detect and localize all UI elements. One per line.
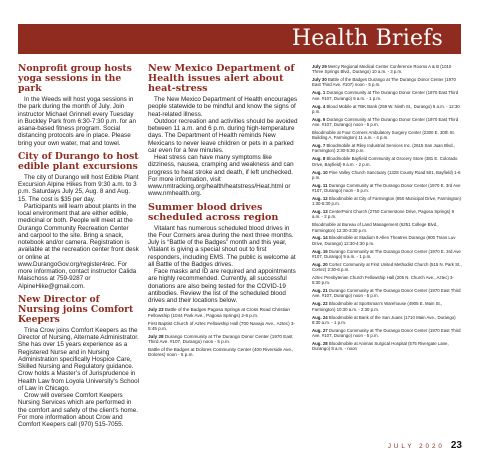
list-item: Battle of the Badges at Dolores Community Center (400 Riverside Ave., Dolores) noon - 5 p.m. bbox=[148, 347, 294, 358]
list-item: Bloodmobile at Bureau of Land Management (6251 College Blvd., Farmington) 12:30-3:30 p.m. bbox=[312, 222, 439, 233]
list-item: Aug. 4 Blood Mobile at TBK Bank (259 W. Ninth St., Durango) 8 a.m. - 12:30 p.m. bbox=[312, 103, 460, 114]
article-body: Vitalant has numerous scheduled blood drives in the Four Corners area during the next three months. July is “Battle of the Badges” month and this year, Vitalant is giving a special shout out to first responders, including EMS. The public is welcome at all Battle of the Badges drives. bbox=[148, 224, 296, 268]
list-item: Aug. 6 Durango Community at The Durango Donor Center (1970 East Third Ave. #107, Durango) noon - 5 p.m. bbox=[312, 116, 459, 127]
list-item: Aug. 27 Durango Community at The Durango Donor Center (1970 East Third Ave. #107, Durango) noon - 5 p.m. bbox=[312, 327, 461, 338]
list-item: Aug. 14 Bloodmobile at Stadium 9 Allen Theatres Durango (900 Trans Luv Drive, Durango) 12:30-4:30 p.m. bbox=[312, 235, 456, 246]
list-item: Aug. 8 Bloodmobile Bayfield Community at Grocery Store (381 E. Colorado Drive, Bayfield) 9 a.m. - 2 p.m. bbox=[312, 156, 458, 167]
list-item: Aug. 24 Bloodmobile at Bank of the San Juans (1710 Main Ave., Durango) 8:30 a.m. - 1 p.m. bbox=[312, 314, 456, 325]
list-item: Aug. 22 Bloodmobile at Sportsman’s Warehouse (4905 E. Main St., Farmington) 10:30 a.m. - 2:30 p.m. bbox=[312, 301, 443, 312]
article-body: Face masks and ID are required and appointments are highly recommended. Currently, all successful donations are also being tested for the COVID-19 antibodies. Review the list of the scheduled blood drives and their locations below. bbox=[148, 268, 296, 304]
article-title: New Director of Nursing joins Comfort Keepers bbox=[18, 293, 134, 325]
article-body: Outdoor recreation and activities should be avoided between 11 a.m. and 6 p.m. during high-temperature days. The Department of Health reminds New Mexicans to never leave children or pets in a parked car even for a few minutes. bbox=[148, 117, 298, 154]
article-title: New Mexico Department of Health issues alert about heat-stress bbox=[148, 63, 295, 94]
article-body: Crow will oversee Comfort Keepers Nursing Services which are performed in the comfort and safety of the client’s home. For more information about Crow and Comfort Keepers call (970) 515-7055. bbox=[18, 392, 138, 428]
list-item: July 29 Mercy Regional Medical Center Conference Rooms A & B (1010 Three Springs Blvd., Durango) 10 a.m. - 3 p.m. bbox=[312, 64, 452, 75]
article-body: In the Weeds will host yoga sessions in the park during the month of July. Join instructor Michael Grinnell every Tuesday in Buckley Park from 6:30-7:30 p.m. for an asana-based fitness program. Social distancing protocols are in place. Please bring your own water, mat and towel. bbox=[18, 96, 136, 147]
blood-drive-list-mid bbox=[148, 307, 298, 357]
list-item: Aug. 11 Durango Community at The Durango Donor Center (1970 E. 3rd Ave #107, Durango) noon - 5 p.m. bbox=[312, 182, 461, 193]
issue-label: JULY 2020 bbox=[387, 443, 445, 450]
blood-drive-list-right bbox=[312, 64, 462, 351]
column-middle bbox=[148, 64, 298, 360]
list-item: July 23 Battle of the Badges Pagosa Springs at Cross Road Christian Fellowship (1044 Park Ave., Pagosa Springs) 2-6 p.m. bbox=[148, 307, 290, 318]
column-right bbox=[312, 64, 462, 354]
list-item: Aug. 13 CenterPoint Church (2750 Cornerstone Drive, Pagosa Springs) 9 a.m. - 2 p.m. bbox=[312, 209, 454, 220]
list-item: Aug. 10 Pine Valley Church Sanctuary (1328 County Road 501, Bayfield) 1-6 p.m. bbox=[312, 169, 461, 180]
article-body: The city of Durango will host Edible Plant Excursion Alpine Hikes from 9:30 a.m. to 3 p.m. Saturdays July 25, Aug. 8 and Aug. 15. The cost is $35 per day. bbox=[18, 173, 139, 203]
list-item: July 28 Durango Community at The Durango Donor Center (1970 East Third Ave. #107, Durango) noon - 5 p.m. bbox=[148, 333, 293, 345]
article-body: Heat stress can have many symptoms like dizziness, nausea, cramping and weakness and can progress to heat stroke and death, if left unchecked. For more information, visit www.nmtracking.org/health/heatstress/Heat.html or www.nmhealth.org. bbox=[148, 154, 294, 198]
page-number: 23 bbox=[450, 440, 462, 451]
article-body: Trina Crow joins Comfort Keepers as the Director of Nursing, Alternate Administrator. She has over 15 years experience as a Registered Nurse and in Nursing Administration specifically Hospice Care, Skilled Nursing and Regulatory guidance. Crow holds a Master’s of Jurisprudence in Health Law from Loyola University’s School of Law in Chicago. bbox=[18, 326, 139, 392]
article-title: Nonprofit group hosts yoga sessions in the park bbox=[18, 63, 132, 94]
list-item: Bloodmobile at Four Corners Ambulatory Surgery Center (2300 E. 30th St. Building A, Farmington) 11 a.m. - 4 p.m. bbox=[312, 129, 455, 141]
article-body: The New Mexico Department of Health encourages people statewide to be mindful and know the signs of heat-related illness. bbox=[148, 96, 298, 118]
list-item: July 30 Battle of the Badges Durango at The Durango Donor Center (1970 East Third Ave. #107) noon - 5 p.m. bbox=[312, 77, 456, 88]
article-title: Summer blood drives scheduled across region bbox=[148, 201, 279, 223]
list-item: Aug. 7 Bloodmobile at Riley Industrial Services Inc. (2615 San Juan Blvd., Farmington) 2:30-5:30 p.m. bbox=[312, 143, 455, 154]
column-left bbox=[18, 64, 140, 428]
list-item: Aug. 20 Cortez Community at First United Methodist Church (515 N. Park St., Cortez) 2:30-6 p.m. bbox=[312, 261, 462, 273]
list-item: First Baptist Church of Aztec Fellowship Hall (700 Navajo Ave., Aztec) 3-5:45 p.m. bbox=[148, 320, 295, 331]
article-title: City of Durango to host edible plant excursions bbox=[18, 150, 139, 172]
list-item: Aug. 15 Durango Community at The Durango Donor Center (1970 E. 3rd Ave #107, Durango) 9 a.m. - 1 p.m. bbox=[312, 248, 461, 259]
page-title: Health Briefs bbox=[291, 26, 443, 51]
list-item: Aug. 1 Durango Community at The Durango Donor Center (1970 East Third Ave. #107, Durango) 9 a.m. - 1 p.m. bbox=[312, 90, 459, 101]
list-item: Aug. 21 Durango Community at The Durango Donor Center (1970 East Third Ave. #107, Durango) noon - 5 p.m. bbox=[312, 288, 461, 299]
list-item: Aztec Presbyterian Church Fellowship Hall (205 N. Church Ave., Aztec) 3-5:30 p.m. bbox=[312, 275, 454, 286]
page-footer bbox=[388, 440, 462, 451]
article-body: Participants will learn about plants in the local environment that are either edible, medicinal or both. People will meet at the Durango Community Recreation Center and carpool to the site. Bring a snack, notebook and/or camera. Registration is available at the recreation center front desk or online at www.DurangoGov.org/register4rec. For more information, contact instructor Calida Maischoss at 759-9287 or AlpineHike@gmail.com. bbox=[18, 202, 139, 290]
list-item: Aug. 12 Bloodmobile at City of Farmington (850 Municipal Drive, Farmington) 1:30-5:30 p.m. bbox=[312, 195, 461, 207]
header-banner bbox=[18, 24, 461, 54]
list-item: Aug. 28 Bloodmobile at Animas Surgical Hospital (575 Rivergate Lane, Durango) 8 a.m. - noon bbox=[312, 340, 449, 352]
